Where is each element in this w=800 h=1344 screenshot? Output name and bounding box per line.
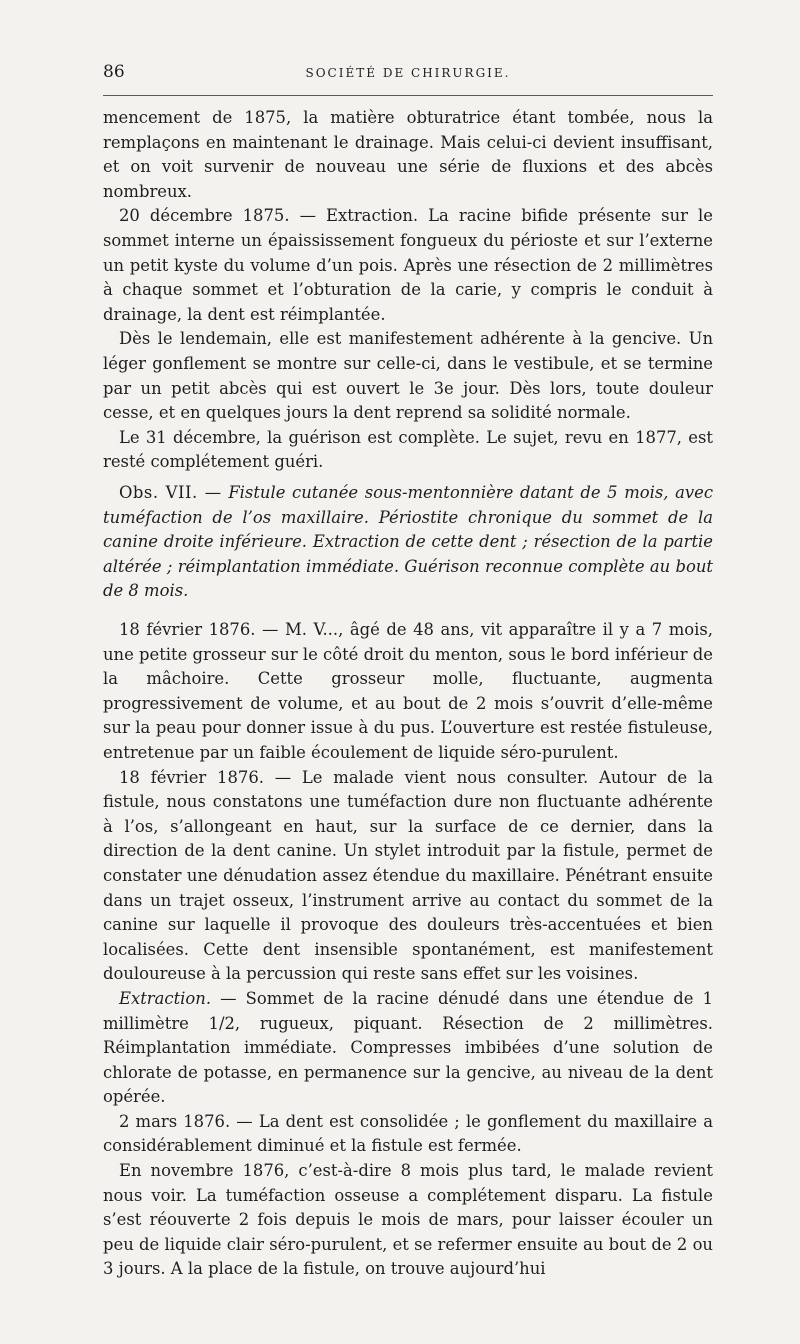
extraction-lead: Extraction. — [119, 988, 212, 1008]
paragraph: 18 février 1876. — Le malade vient nous consulter. Autour de la fistule, nous constatons une tuméfaction dure non fluctuante adhérente à l’os, s’allongeant en haut, sur la surface de ce dernier, dans la direction de la dent canine. Un stylet introduit par la fistule, permet de constater une dénudation assez étendue du maxillaire. Pénétrant ensuite dans un trajet osseux, l’instrument arrive au contact du sommet de la canine sur laquelle il provoque des douleurs très-accentuées et bien localisées. Cette dent insensible spontanément, est manifestement douloureuse à la percussion qui reste sans effet sur les voisines. — [103, 767, 713, 984]
paragraph: 20 décembre 1875. — Extraction. La racine bifide présente sur le sommet interne un épaississement fongueux du périoste et sur l’externe un petit kyste du volume d’un pois. Après une résection de 2 millimètres à chaque sommet et l’obturation de la carie, y compris le conduit à drainage, la dent est réimplantée. — [103, 206, 713, 324]
page-number: 86 — [103, 62, 125, 82]
case-section — [103, 618, 713, 1282]
page-header — [103, 62, 713, 92]
paragraph: Le 31 décembre, la guérison est complète. Le sujet, revu en 1877, est resté complétement guéri. — [103, 427, 713, 472]
observation-heading — [103, 481, 713, 604]
paragraph: 18 février 1876. — M. V..., âgé de 48 ans, vit apparaître il y a 7 mois, une petite grosseur sur le côté droit du menton, sous le bord inférieur de la mâchoire. Cette grosseur molle, fluctuante, augmenta progressivement de volume, et au bout de 2 mois s’ouvrit d’elle-même sur la peau pour donner issue à du pus. L’ouverture est restée fistuleuse, entretenue par un faible écoulement de liquide séro-purulent. — [103, 620, 713, 762]
observation-label: Obs. VII. — — [119, 483, 222, 502]
observation-title: Fistule cutanée sous-mentonnière datant de 5 mois, avec tuméfaction de l’os maxillaire. Périostite chronique du sommet de la canine droite inférieure. Extraction de cette dent ; résection de la partie altérée ; réimplantation immédiate. Guérison reconnue complète au bout de 8 mois. — [103, 483, 713, 601]
header-rule — [103, 95, 713, 96]
extraction-paragraph — [103, 987, 713, 1110]
intro-section — [103, 106, 713, 475]
paragraph: Dès le lendemain, elle est manifestement adhérente à la gencive. Un léger gonflement se montre sur celle-ci, dans le vestibule, et se termine par un petit abcès qui est ouvert le 3e jour. Dès lors, toute douleur cesse, et en quelques jours la dent reprend sa solidité normale. — [103, 329, 713, 423]
paragraph: En novembre 1876, c’est-à-dire 8 mois plus tard, le malade revient nous voir. La tuméfaction osseuse a complétement disparu. La fistule s’est réouverte 2 fois depuis le mois de mars, pour laisser écouler un peu de liquide clair séro-purulent, et se refermer ensuite au bout de 2 ou 3 jours. A la place de la fistule, on trouve aujourd’hui — [103, 1161, 713, 1279]
paragraph: mencement de 1875, la matière obturatrice étant tombée, nous la remplaçons en maintenant le drainage. Mais celui-ci devient insuffisant, et on voit survenir de nouveau une série de fluxions et des abcès nombreux. — [103, 108, 713, 201]
running-title: SOCIÉTÉ DE CHIRURGIE. — [305, 66, 511, 80]
extraction-text: — Sommet de la racine dénudé dans une étendue de 1 millimètre 1/2, rugueux, piquant. Résection de 2 millimètres. Réimplantation immédiate. Compresses imbibées d’une solution de chlorate de potasse, en permanence sur la gencive, au niveau de la dent opérée. — [103, 988, 713, 1107]
paragraph: 2 mars 1876. — La dent est consolidée ; le gonflement du maxillaire a considérablement diminué et la fistule est fermée. — [103, 1111, 713, 1156]
